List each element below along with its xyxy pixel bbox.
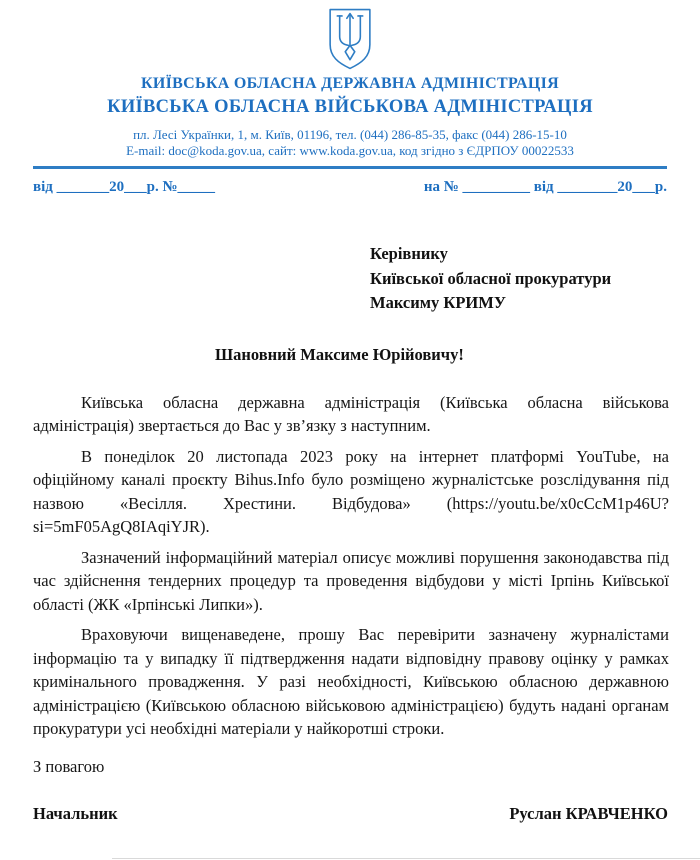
- signer-name: Руслан КРАВЧЕНКО: [509, 803, 668, 823]
- signature-row: [0, 804, 700, 824]
- recipient-block: [370, 242, 700, 316]
- paragraph-intro: Київська обласна державна адміністрація (Київська обласна військова адміністрація) звертається до Вас у зв’язку з наступним.: [33, 392, 669, 435]
- ukraine-trident-emblem-icon: [326, 8, 374, 70]
- letterhead: [0, 8, 700, 159]
- outgoing-ref-blank: від _______20___р. №_____: [33, 179, 216, 195]
- reference-number-row: [33, 179, 667, 196]
- salutation: Шановний Максиме Юрійовичу!: [215, 344, 464, 364]
- paragraph-youtube-investigation: В понеділок 20 листопада 2023 року на інтернет платформі YouTube, на офіційному каналі проєкту Bihus.Info було розміщено журналістське розслідування під назвою «Весілля. Хрестини. Відбудова» (https://youtu.be/x0cCcM1p46U?si=5mF05AgQ8IAqiYJR).: [33, 446, 669, 536]
- org-contact-line: E-mail: doc@koda.gov.ua, сайт: www.koda.gov.ua, код згідно з ЄДРПОУ 00022533: [126, 143, 574, 158]
- org-address-line: пл. Лесі Українки, 1, м. Київ, 01196, тел. (044) 286-85-35, факс (044) 286-15-10: [133, 127, 567, 142]
- closing-regards: З повагою: [33, 756, 105, 776]
- org-name-military-administration: КИЇВСЬКА ОБЛАСНА ВІЙСЬКОВА АДМІНІСТРАЦІЯ: [107, 97, 593, 117]
- incoming-ref-blank: на № _________ від ________20___р.: [423, 179, 667, 195]
- letterhead-divider-rule: [33, 166, 667, 169]
- org-name-state-administration: КИЇВСЬКА ОБЛАСНА ДЕРЖАВНА АДМІНІСТРАЦІЯ: [140, 75, 560, 92]
- letter-body: [33, 391, 669, 741]
- paragraph-violations: Зазначений інформаційний матеріал описує можливі порушення законодавства під час здійснення тендерних процедур та проведення відбудови у місті Ірпінь Київської області (ЖК «Ірпінські Липки»).: [33, 547, 669, 614]
- signer-position: Начальник: [33, 803, 118, 823]
- paragraph-request: Враховуючи вищенаведене, прошу Вас перевірити зазначену журналістами інформацію та у випадку її підтвердження надати відповідну правову оцінку у рамках кримінального провадження. У разі необхідності, Київською обласною державною адміністрацією (Київською обласною військовою адміністрацією) будуть надані органам прокуратури усі необхідні матеріали у найкоротші строки.: [33, 625, 669, 738]
- recipient-name: Максиму КРИМУ: [370, 293, 506, 312]
- recipient-organization: Київської обласної прокуратури: [370, 268, 612, 288]
- bottom-edge-rule: [112, 858, 700, 859]
- recipient-title: Керівнику: [370, 244, 448, 263]
